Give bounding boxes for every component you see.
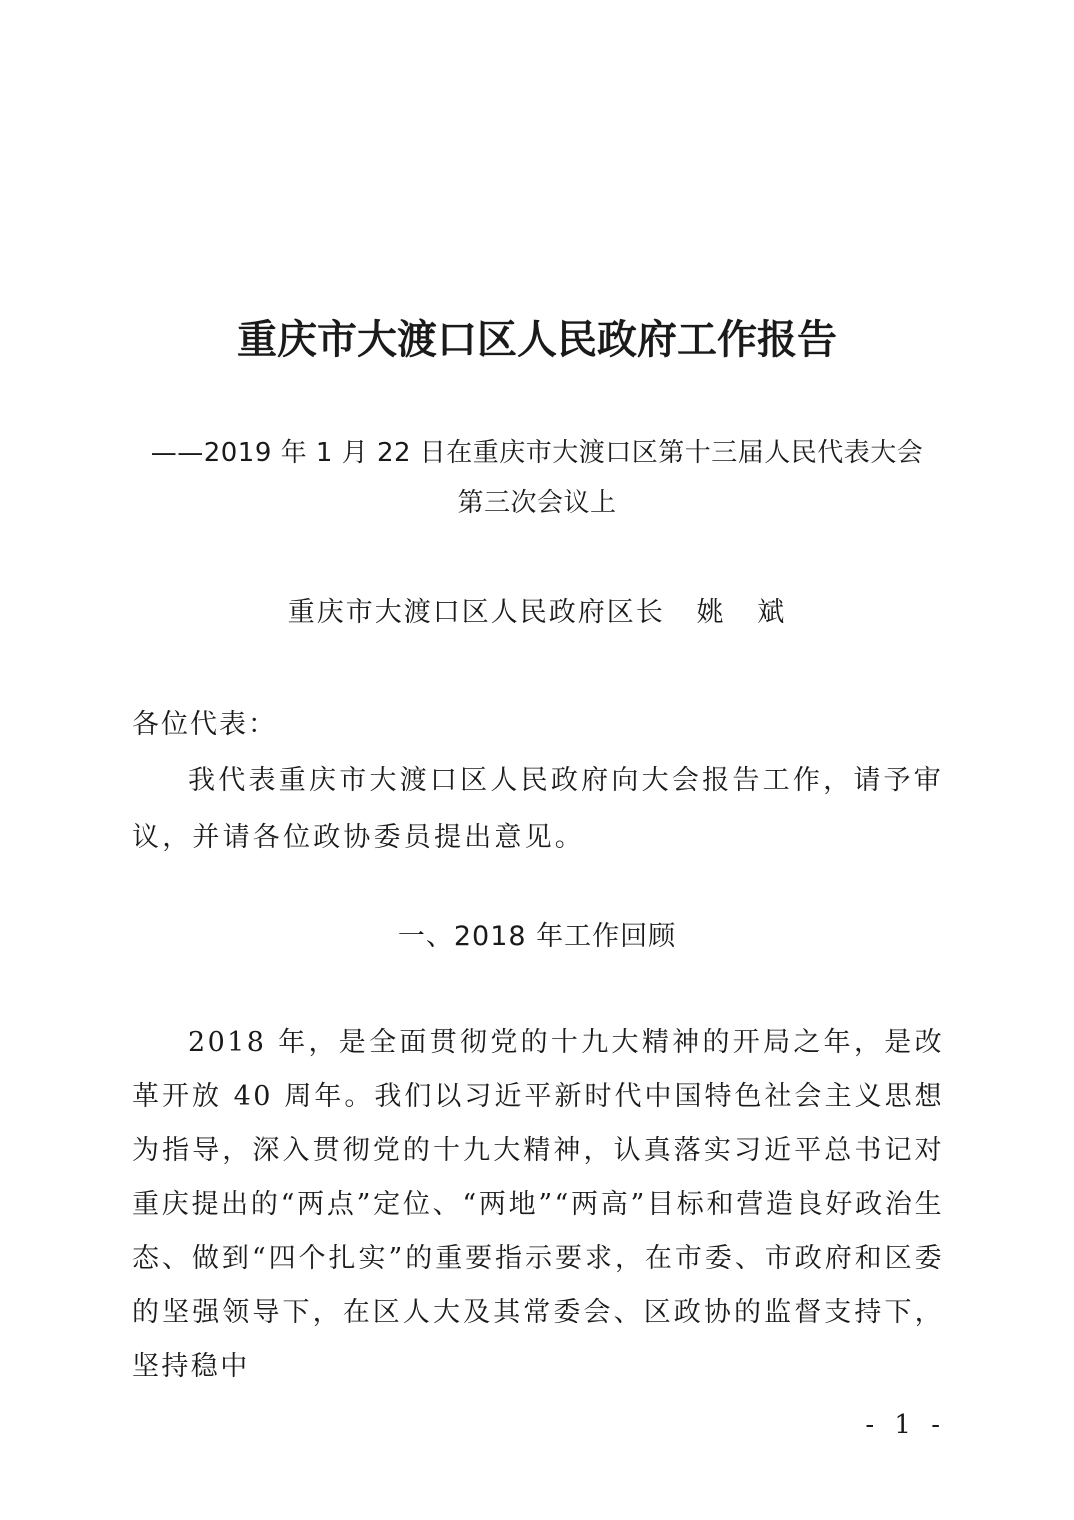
subtitle-line-2: 第三次会议上	[457, 488, 617, 518]
report-author: 重庆市大渡口区人民政府区长 姚 斌	[287, 597, 787, 628]
intro-paragraph: 我代表重庆市大渡口区人民政府向大会报告工作，请予审议，并请各位政协委员提出意见。	[132, 765, 944, 853]
body-paragraph: 2018 年，是全面贯彻党的十九大精神的开局之年，是改革开放 40 周年。我们以习近平新时代中国特色社会主义思想为指导，深入贯彻党的十九大精神，认真落实习近平总书记对重庆提出的“两点”定位、“两地”“两高”目标和营造良好政治生态、做到“四个扎实”的重要指示要求，在市委、市政府和区委的坚强领导下，在区人大及其常委会、区政协的监督支持下，坚持稳中	[132, 1027, 944, 1382]
subtitle-line-1: ——2019 年 1 月 22 日在重庆市大渡口区第十三届人民代表大会	[150, 438, 924, 468]
greeting: 各位代表：	[132, 709, 277, 740]
section-heading: 一、2018 年工作回顾	[397, 921, 677, 952]
report-subtitle	[132, 428, 942, 528]
page-number: - 1 -	[865, 1410, 946, 1440]
report-title: 重庆市大渡口区人民政府工作报告	[237, 316, 837, 363]
